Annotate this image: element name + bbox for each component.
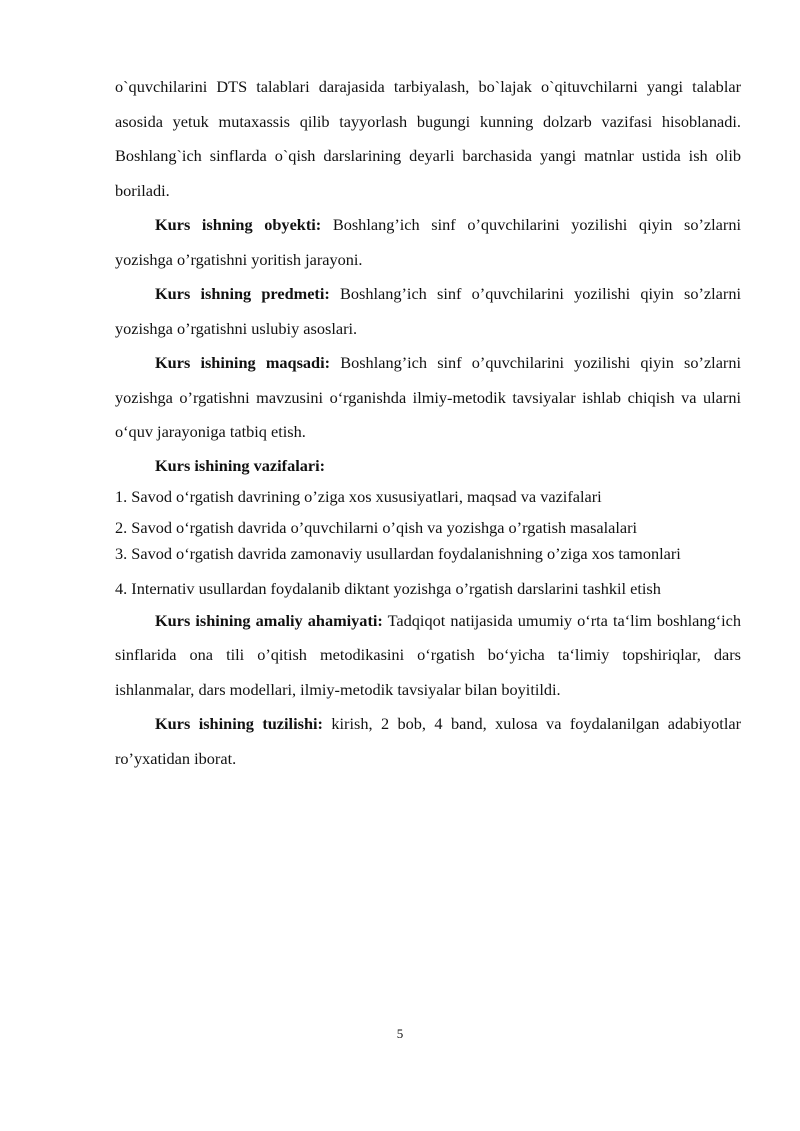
tasks-label: Kurs ishining vazifalari: [155, 455, 326, 475]
structure-text: kirish, 2 bob, 4 band, xulosa va foydalanilgan adabiyotlar ro’yxatidan iborat. [115, 714, 742, 768]
subject-paragraph [115, 277, 741, 346]
task-item: 1. Savod o‘rgatish davrining o’ziga xos xususiyatlari, maqsad va vazifalari [115, 486, 602, 506]
task-item: 2. Savod o‘rgatish davrida o’quvchilarni o’qish va yozishga o’rgatish masalalari [115, 517, 638, 537]
task-item: 3. Savod o‘rgatish davrida zamonaviy usullardan foydalanishning o’ziga xos tamonlari [115, 543, 681, 563]
intro-paragraph: o`quvchilarini DTS talablari darajasida tarbiyalash, bo`lajak o`qituvchilarni yangi talablar asosida yetuk mutaxassis qilib tayyorlash bugungi kunning dolzarb vazifasi hisoblanadi. Boshlang`ich sinflarda o`qish darslarining deyarli barchasida yangi matnlar ustida ish olib boriladi. [115, 77, 741, 200]
structure-label: Kurs ishining tuzilishi: [155, 714, 323, 733]
significance-paragraph [115, 604, 741, 708]
subject-text: Boshlang’ich sinf o’quvchilarini yozilishi qiyin so’zlarni yozishga o’rgatishni uslubiy asoslari. [115, 284, 741, 338]
page-number: 5 [396, 1026, 404, 1041]
structure-paragraph [115, 707, 741, 776]
significance-text: Tadqiqot natijasida umumiy o‘rta ta‘lim boshlang‘ich sinflarida ona tili o’qitish metodikasini o‘rgatish bo‘yicha ta‘limiy topshiriqlar, dars ishlanmalar, dars modellari, ilmiy-metodik tavsiyalar bilan boyitildi. [115, 610, 742, 699]
object-text: Boshlang’ich sinf o’quvchilarini yozilishi qiyin so’zlarni yozishga o’rgatishni yoritish jarayoni. [115, 215, 741, 269]
goal-text: Boshlang’ich sinf o’quvchilarini yozilishi qiyin so’zlarni yozishga o’rgatishni mavzusini o‘rganishda ilmiy-metodik tavsiyalar ishlab chiqish va ularni o‘quv jarayoniga tatbiq etish. [115, 353, 742, 441]
goal-paragraph [115, 346, 741, 450]
object-paragraph [115, 208, 741, 277]
significance-label: Kurs ishining amaliy ahamiyati: [155, 610, 383, 630]
subject-label: Kurs ishning predmeti: [155, 284, 330, 303]
page-body [115, 70, 741, 776]
tasks-heading [115, 450, 741, 481]
object-label: Kurs ishning obyekti: [155, 215, 322, 234]
goal-label: Kurs ishining maqsadi: [155, 353, 331, 372]
task-item: 4. Internativ usullardan foydalanib diktant yozishga o’rgatish darslarini tashkil etish [115, 578, 661, 598]
